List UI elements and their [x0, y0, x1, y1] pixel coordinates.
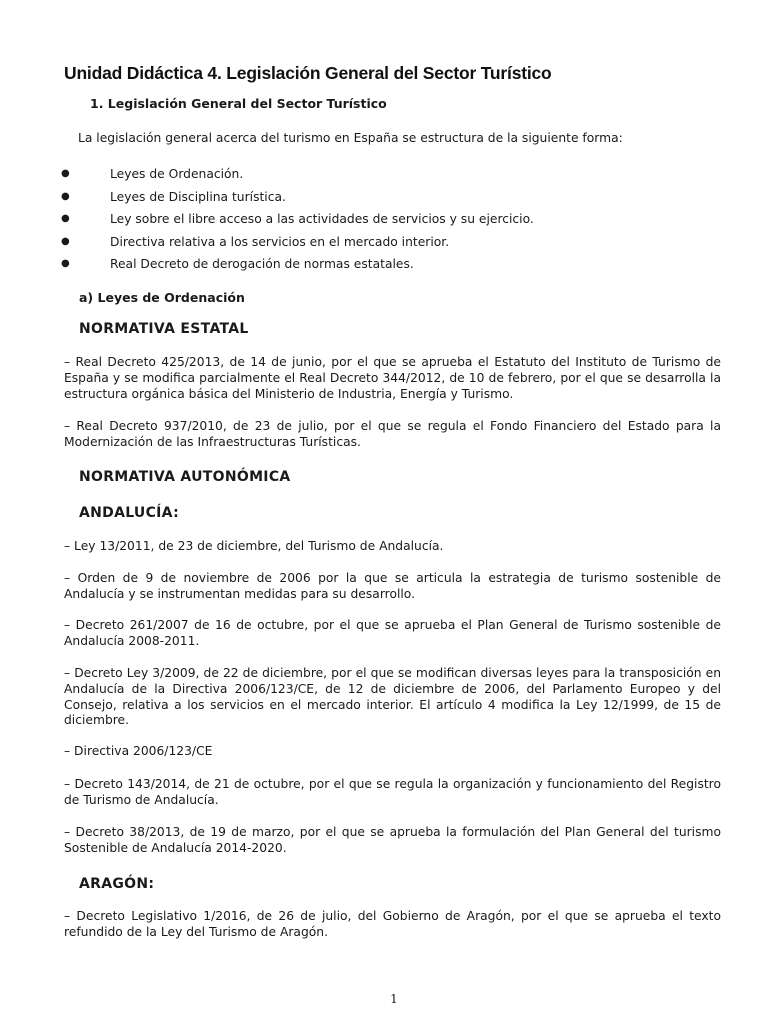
paragraph-estatal-2: – Real Decreto 937/2010, de 23 de julio, por el que se regula el Fondo Financiero del Estado para la Modernización de las Infraestructuras Turísticas. [64, 419, 721, 449]
bullet-icon: ● [61, 235, 70, 247]
bullet-icon: ● [61, 168, 70, 179]
paragraph-andalucia-3: – Decreto 261/2007 de 16 de octubre, por el que se aprueba el Plan General de Turismo sostenible de Andalucía 2008-2011. [64, 618, 721, 648]
paragraph-estatal-1: – Real Decreto 425/2013, de 14 de junio, por el que se aprueba el Estatuto del Instituto de Turismo de España y se modifica parcialmente el Real Decreto 344/2012, de 10 de febrero, por el que se desarrolla la estructura orgánica básica del Ministerio de Industria, Energía y Turismo. [64, 355, 721, 401]
intro-paragraph: La legislación general acerca del turismo en España se estructura de la siguiente forma: [78, 131, 623, 145]
bullet-icon: ● [61, 190, 70, 202]
list-item-text: Ley sobre el libre acceso a las actividades de servicios y su ejercicio. [110, 212, 534, 227]
list-item-text: Leyes de Disciplina turística. [110, 189, 286, 204]
document-title: Unidad Didáctica 4. Legislación General del Sector Turístico [64, 63, 552, 83]
paragraph-andalucia-7: – Decreto 38/2013, de 19 de marzo, por el que se aprueba la formulación del Plan General del turismo Sostenible de Andalucía 2014-2020. [64, 825, 721, 855]
list-item-text: Leyes de Ordenación. [110, 167, 244, 181]
paragraph-andalucia-5: – Directiva 2006/123/CE [64, 744, 213, 758]
bullet-icon: ● [61, 258, 70, 270]
heading-normativa-autonomica: NORMATIVA AUTONÓMICA [79, 469, 291, 485]
heading-andalucia: ANDALUCÍA: [79, 505, 179, 521]
list-item-text: Directiva relativa a los servicios en el mercado interior. [110, 234, 450, 249]
section-heading: 1. Legislación General del Sector Turístico [90, 96, 387, 111]
page-number: 1 [390, 992, 398, 1006]
heading-aragon: ARAGÓN: [79, 876, 155, 892]
subheading-leyes-ordenacion: a) Leyes de Ordenación [79, 290, 245, 305]
paragraph-andalucia-1: – Ley 13/2011, de 23 de diciembre, del Turismo de Andalucía. [64, 539, 444, 553]
paragraph-andalucia-2: – Orden de 9 de noviembre de 2006 por la que se articula la estrategia de turismo sostenible de Andalucía y se instrumentan medidas para su desarrollo. [64, 571, 721, 601]
paragraph-andalucia-4: – Decreto Ley 3/2009, de 22 de diciembre, por el que se modifican diversas leyes para la transposición en Andalucía de la Directiva 2006/123/CE, de 12 de diciembre de 2006, del Parlamento Europeo y del Consejo, relativa a los servicios en el mercado interior. El artículo 4 modifica la Ley 12/1999, de 15 de diciembre. [64, 666, 721, 728]
list-item-text: Real Decreto de derogación de normas estatales. [110, 257, 414, 272]
heading-normativa-estatal: NORMATIVA ESTATAL [79, 321, 249, 337]
paragraph-andalucia-6: – Decreto 143/2014, de 21 de octubre, por el que se regula la organización y funcionamiento del Registro de Turismo de Andalucía. [64, 777, 721, 807]
paragraph-aragon-1: – Decreto Legislativo 1/2016, de 26 de julio, del Gobierno de Aragón, por el que se aprueba el texto refundido de la Ley del Turismo de Aragón. [64, 909, 721, 939]
bullet-icon: ● [61, 213, 70, 225]
